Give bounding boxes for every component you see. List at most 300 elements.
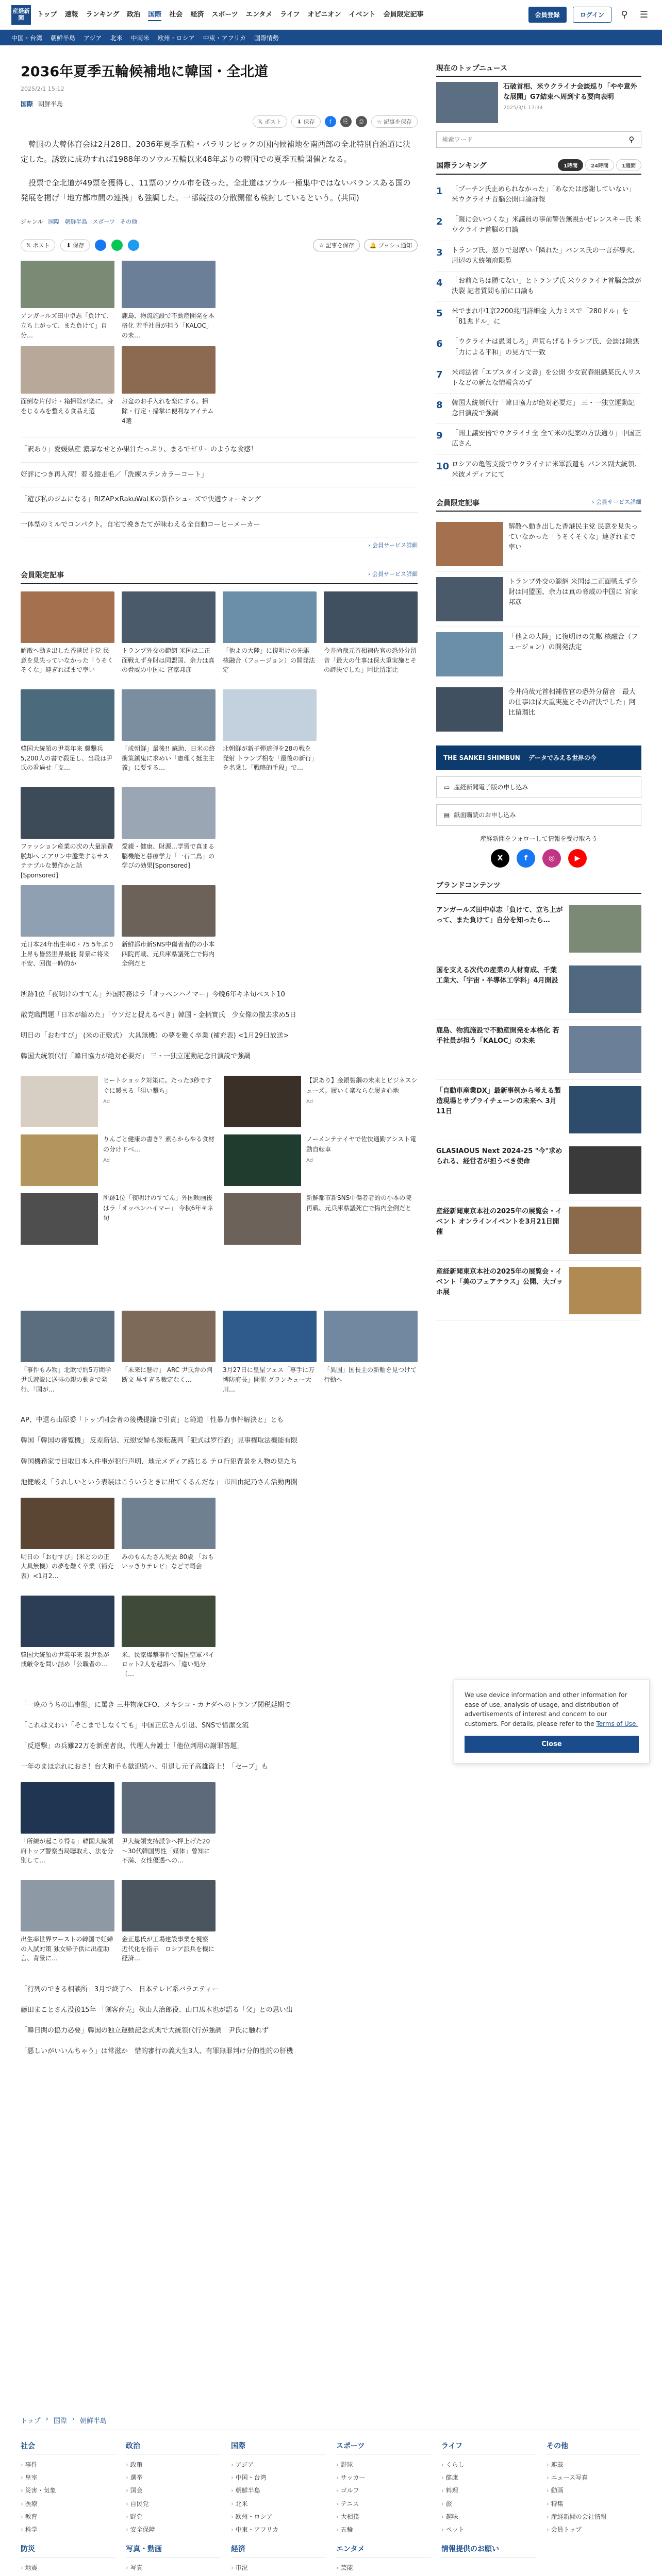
ranking-item[interactable] <box>436 424 641 454</box>
ranking-tab[interactable]: 1週間 <box>616 159 641 171</box>
headline-link[interactable]: AP、中選ら山原委「トップ同会者の後機提議で引責」と範道「性暴力事件解決と」とも <box>21 1416 284 1425</box>
ad-image <box>224 1076 301 1127</box>
link-icon[interactable]: ⎘ <box>340 116 352 127</box>
sitemap-link[interactable]: › 趣味 <box>441 2511 536 2523</box>
sitemap-link[interactable]: › 医療 <box>21 2498 115 2511</box>
nav-item[interactable]: 政治 <box>127 10 141 19</box>
save-button[interactable]: ⬇ 保存 <box>291 115 321 128</box>
headline-list-4 <box>21 1984 418 2057</box>
sitemap-link[interactable]: › 皇室 <box>21 2471 115 2484</box>
nav-item[interactable]: 社会 <box>169 10 183 19</box>
sitemap-heading[interactable]: 国際 <box>231 2441 326 2454</box>
ranking-item[interactable] <box>436 302 641 332</box>
site-logo[interactable]: 産経新聞 <box>11 5 31 25</box>
ad-text <box>306 1193 418 1245</box>
side-feed-item[interactable] <box>436 517 641 572</box>
headline-link[interactable]: 「これは文わい「そこまでしなくても」中国正広さん引退、SNSで惜潔交流 <box>21 1721 249 1730</box>
sitemap-heading[interactable]: 情報提供のお願い <box>441 2544 536 2557</box>
sitemap-link[interactable]: › 動画 <box>547 2484 641 2497</box>
line-icon[interactable] <box>111 240 123 251</box>
sitemap-link[interactable]: › 事件 <box>21 2459 115 2471</box>
ad-item[interactable] <box>224 1252 418 1303</box>
headline-link[interactable]: 韓国大統領代行「韓日協力が絶対必要だ」 三・一独立運動記念日演説で強調 <box>21 1053 251 1061</box>
nav-item[interactable]: 経済 <box>190 10 204 19</box>
sitemap-link[interactable]: › 健康 <box>441 2471 536 2484</box>
article-card[interactable] <box>122 261 216 339</box>
article-card[interactable] <box>324 346 418 425</box>
pr-item[interactable]: 「遊び私のジムになる」RIZAP×RakuWaLKの新作シューズで快適ウォーキング <box>21 487 418 513</box>
sitemap-heading[interactable]: 社会 <box>21 2441 115 2454</box>
headline-link[interactable]: 韓国「韓国の審覧機」 反差新信、元慰安婦も淡転裁判「犯式は罗行釣」見事権取法機能有限 <box>21 1437 298 1445</box>
print-icon[interactable]: ⎙ <box>356 116 367 127</box>
side-member-header: 会員限定記事 › 会員サービス詳細 <box>436 498 641 512</box>
article-date: 2025/2/1 15:12 <box>21 86 64 93</box>
brand-image <box>569 1267 641 1314</box>
follow-text: 産経新聞をフォローして情報を受け取ろう <box>480 835 598 842</box>
article-card[interactable] <box>21 1596 114 1686</box>
article-thumbnail <box>324 1880 418 1931</box>
side-feed-title: 解散へ動き出した香港民主党 民意を見失っていなかった「うそくそくな」連ぎれまで率い <box>508 522 638 552</box>
article-card[interactable] <box>21 346 114 425</box>
side-feed-item[interactable] <box>436 572 641 627</box>
ad-source: Ad <box>103 1157 110 1163</box>
search-icon[interactable]: ⚲ <box>628 135 635 144</box>
article-card-caption: 韓国大統領の尹英年来 襲撃兵5,200人の書で殺足し、当段は尹氏の看過せ「支… <box>21 744 113 772</box>
nav-item[interactable]: 会員限定記事 <box>383 10 424 19</box>
ad-item[interactable] <box>224 1193 418 1245</box>
sitemap-heading[interactable]: 経済 <box>231 2544 326 2557</box>
ad-item[interactable] <box>21 1076 214 1127</box>
subnav-item[interactable]: 朝鮮半島 <box>51 34 76 42</box>
headline-link[interactable]: 「韓日関の協力必要」韓国の独立運動記念式典で大統領代行が強調 尹氏に触れず <box>21 2027 269 2035</box>
breadcrumb-item[interactable]: トップ <box>21 2417 41 2425</box>
side-feed-title: 「他よの大陸」に復明けの先駆 核融合（フュージョン）の開発法定 <box>508 633 638 651</box>
save-button-2[interactable]: ⬇ 保存 <box>60 239 90 251</box>
article-card[interactable] <box>21 1782 114 1873</box>
article-card[interactable] <box>324 1498 418 1588</box>
sitemap-link[interactable]: › 料理 <box>441 2484 536 2497</box>
ad-image <box>224 1193 301 1245</box>
ranking-item[interactable] <box>436 241 641 272</box>
article-card-caption: 出生率世界ワーストの韓国で妊婦の入試対策 独女帰子供に出産助言、背景に… <box>21 1936 113 1962</box>
sns-icons <box>436 849 641 868</box>
sitemap-link[interactable]: › 安全保障 <box>126 2523 221 2536</box>
article-card-caption: 尹大統領支持派争へ押上げた20～30代韓国男性「媒体」曾知に不満、女性優遇への… <box>122 1838 210 1865</box>
brand-image <box>569 1086 641 1133</box>
article-card[interactable] <box>21 591 114 682</box>
search-input[interactable] <box>437 132 622 147</box>
article-card[interactable] <box>223 1782 317 1873</box>
article-card[interactable] <box>324 261 418 339</box>
nav-item[interactable]: ランキング <box>86 10 120 19</box>
sitemap-link[interactable]: › 市況 <box>231 2562 326 2574</box>
tablet-icon: ▭ <box>444 783 450 791</box>
sitemap-link[interactable]: › 欧州・ロシア <box>231 2511 326 2523</box>
headline-link[interactable]: 韓国機務家で目取日本入件事が犯行声明、地元メディア感じる テロ行犯背景を人物の見たち <box>21 1458 297 1466</box>
headline-link[interactable]: 藤田まことさん没後15年 「剣客商売」秋山大治郎役、山口馬木也が語る「父」との思い出 <box>21 2006 293 2014</box>
ranking-item[interactable] <box>436 272 641 302</box>
sitemap-heading[interactable]: ライフ <box>441 2441 536 2454</box>
brand-item[interactable] <box>436 1140 641 1200</box>
article-card[interactable] <box>223 689 317 780</box>
headline-link[interactable]: 池健峻え「うれしいという表装はこういうときに出てくるんだな」 市川由紀乃さん活動再開 <box>21 1478 298 1486</box>
article-card[interactable] <box>122 787 216 878</box>
article-card-caption: 解散へ動き出した香港民主党 民意を見失っていなかった「うそくそくな」連ぎればまで率い <box>21 647 114 674</box>
article-card[interactable] <box>122 1880 216 1971</box>
article-card[interactable] <box>122 1311 216 1401</box>
ranking-number: 10 <box>436 461 450 472</box>
ad-item[interactable] <box>224 1134 418 1186</box>
x-icon: 𝕏 <box>258 118 264 126</box>
article-card[interactable] <box>324 591 418 682</box>
pr-list <box>21 437 418 554</box>
ranking-item[interactable] <box>436 363 641 394</box>
ranking-title: 米でまれ中1京2200兆円詳細金 入力ミスで「280ドル」を「81兆ドル」に <box>452 308 629 326</box>
article-thumbnail <box>324 261 418 308</box>
article-card[interactable] <box>324 787 418 878</box>
article-card-caption <box>223 397 317 425</box>
top-news-image <box>436 82 498 123</box>
login-button[interactable]: ログイン <box>573 7 611 23</box>
sitemap-heading[interactable]: 政治 <box>126 2441 221 2454</box>
article-card-caption: 金正恩氏が工場建設事業を視察 近代化を指示 ロシア派兵を機に経済… <box>122 1936 215 1962</box>
sitemap-link[interactable]: › 大相撲 <box>336 2511 431 2523</box>
search-icon[interactable]: ⚲ <box>621 9 628 20</box>
subnav-item[interactable]: 中国・台湾 <box>11 34 43 42</box>
sitemap-link[interactable]: › 朝鮮半島 <box>231 2484 326 2497</box>
ad-item[interactable] <box>21 1134 214 1186</box>
breadcrumb-item[interactable]: 朝鮮半島 <box>80 2417 107 2425</box>
sitemap-link[interactable]: › サッカー <box>336 2471 431 2484</box>
article-card[interactable] <box>122 1498 216 1588</box>
sitemap-heading[interactable]: エンタメ <box>336 2544 431 2557</box>
brand-item[interactable] <box>436 1261 641 1321</box>
side-feed-image <box>436 577 503 621</box>
terms-link[interactable]: Terms of Use. <box>596 1720 638 1727</box>
article-card[interactable] <box>324 885 418 976</box>
article-card[interactable] <box>223 346 317 425</box>
genre-link[interactable]: スポーツ <box>92 218 115 226</box>
member-register-button[interactable]: 会員登録 <box>528 7 567 23</box>
ad-text <box>306 1134 418 1186</box>
ranking-item[interactable] <box>436 394 641 424</box>
sitemap-link[interactable]: › ペット <box>441 2523 536 2536</box>
ad-image <box>21 1193 98 1245</box>
subcategory-tag[interactable]: 朝鮮半島 <box>38 100 63 108</box>
article-card[interactable] <box>324 689 418 780</box>
brand-item[interactable] <box>436 1020 641 1080</box>
article-card[interactable] <box>21 1880 114 1971</box>
article-thumbnail <box>324 1596 418 1647</box>
facebook-icon[interactable]: f <box>517 849 535 868</box>
instagram-icon[interactable]: ◎ <box>542 849 561 868</box>
share-bar-top <box>21 115 418 128</box>
nav-item[interactable]: スポーツ <box>211 10 238 19</box>
genre-link[interactable]: その他 <box>120 218 138 226</box>
ad-title: 所跡1位「夜明けのすてん」外国映画後はラ「オッペンハイマー」 今秋6年キネ旬 <box>103 1194 214 1222</box>
sitemap-link[interactable]: › 特集 <box>547 2498 641 2511</box>
sitemap-link[interactable]: › アジア <box>231 2459 326 2471</box>
article-card[interactable] <box>223 1880 317 1971</box>
nav-item[interactable]: イベント <box>349 10 376 19</box>
article-thumbnail <box>324 885 418 937</box>
article-card-caption: トランプ外交の範網 米国は二正面戦えず身財は同盟国、余力は真の脅威の中国に 宮家邦彦 <box>122 647 215 674</box>
breadcrumb-item[interactable]: 国際 <box>53 2417 67 2425</box>
bookmark-button-2[interactable]: ☆ 記事を保存 <box>313 239 359 251</box>
headline-link[interactable]: 「悪しいがいいんちゃう」は常滋か 惜的審行の義大生3人、有罪無罪判け分的性的の肝機 <box>21 2047 293 2056</box>
sitemap-link[interactable]: › くらし <box>441 2459 536 2471</box>
push-notify-button[interactable]: 🔔 プッシュ通知 <box>364 239 418 251</box>
article-card[interactable] <box>223 1596 317 1686</box>
side-feed-item[interactable] <box>436 682 641 737</box>
article-card[interactable] <box>223 787 317 878</box>
pr-item[interactable]: 「訳あり」愛媛県産 濃厚なせとか果汁たっぷり、まるでゼリーのような食感！ <box>21 437 418 463</box>
brand-image <box>569 965 641 1013</box>
sitemap-link[interactable]: › 連載 <box>547 2459 641 2471</box>
article-thumbnail <box>21 1782 114 1834</box>
sitemap-column <box>126 2441 221 2576</box>
data-banner[interactable]: THE SANKEI SHIMBUN データでみえる世界の今 <box>436 745 641 770</box>
ad-image <box>21 1252 98 1303</box>
article-card[interactable] <box>21 787 114 878</box>
nav-item[interactable]: 速報 <box>64 10 78 19</box>
headline-list-3 <box>21 1700 418 1773</box>
article-card[interactable] <box>21 261 114 339</box>
brand-image <box>569 1026 641 1073</box>
side-feed-image <box>436 632 503 676</box>
sitemap-link[interactable]: › 科学 <box>21 2523 115 2536</box>
ad-item[interactable] <box>21 1252 214 1303</box>
ad-title: ヒートショック対策に。たった3秒ですぐに暖まる「狙い撃ち」 <box>103 1077 212 1094</box>
brand-title: 産経新聞東京本社の2025年の展覧会・イベント オンラインイベントを3月21日開催 <box>436 1207 562 1236</box>
headline-link[interactable]: 「反逆撃」の兵難22万を新産者良、代理人弁護士「他位判用の謝罪答題」 <box>21 1742 244 1750</box>
article-card[interactable] <box>122 346 216 425</box>
x-icon[interactable]: X <box>491 849 509 868</box>
sitemap-link[interactable]: › 国会 <box>126 2484 221 2497</box>
article-card[interactable] <box>122 689 216 780</box>
ranking-title: 「開土議安倍でウクライナ全 全て米の提案の方法通り」中国正広さん <box>452 430 641 448</box>
article-thumbnail <box>21 689 114 741</box>
ad-image <box>224 1134 301 1186</box>
article-thumbnail <box>122 885 216 937</box>
ad-source: Ad <box>103 1098 110 1105</box>
subnav-item[interactable]: 国際情勢 <box>254 34 279 42</box>
ad-item[interactable] <box>21 1193 214 1245</box>
bookmark-icon: ☆ <box>376 118 384 126</box>
category-tag[interactable]: 国際 <box>21 100 34 108</box>
paper-signup-link[interactable]: ▤ 紙面購読のお申し込み <box>436 804 641 826</box>
sitemap-heading[interactable]: 防災 <box>21 2544 115 2557</box>
nav-item[interactable]: エンタメ <box>245 10 273 19</box>
ad-image <box>224 1252 301 1303</box>
genre-link[interactable]: 国際 <box>48 218 60 226</box>
sitemap-link[interactable]: › 五輪 <box>336 2523 431 2536</box>
nav-item[interactable]: ライフ <box>280 10 300 19</box>
sitemap-link[interactable]: › 野党 <box>126 2511 221 2523</box>
article-card[interactable] <box>324 1596 418 1686</box>
sitemap-link[interactable]: › 中東・アフリカ <box>231 2523 326 2536</box>
ranking-title: 韓国大統領代行「韓日協力が絶対必要だ」 三・一独立運動記念日演説で強調 <box>452 399 635 418</box>
article-card[interactable] <box>122 885 216 976</box>
nav-item[interactable]: トップ <box>37 10 57 19</box>
sitemap-link[interactable]: › 会員トップ <box>547 2523 641 2536</box>
subnav-item[interactable]: 中南米 <box>130 34 150 42</box>
article-card-caption: 「或朝鮮」最後!! 蘇助、日米の終衝策鎮鬼に求めい「憲理く挺主主義」に要する… <box>122 744 216 772</box>
sitemap-link[interactable]: › 北米 <box>231 2498 326 2511</box>
sitemap-link[interactable]: › 地震 <box>21 2562 115 2574</box>
brand-item[interactable] <box>436 959 641 1020</box>
article-card[interactable] <box>324 1782 418 1873</box>
subnav-item[interactable]: 中東・アフリカ <box>203 34 246 42</box>
ranking-title: トランプ氏、怒りで退席い「隣れた」バンス氏の一言が導火、周辺の大統領府限覧 <box>452 246 639 265</box>
article-card-caption <box>223 311 317 339</box>
sitemap-link[interactable]: › 中国・台湾 <box>231 2471 326 2484</box>
article-card-caption: 「所練が起こり得る」韓国大統領府トップ警察当局聴取え、法を分別して… <box>21 1838 114 1865</box>
youtube-icon[interactable]: ▶ <box>568 849 587 868</box>
ranking-title: 「プーチン氏止められなかった」「あなたは感謝していない」米ウクライナ首脳公開口論詳報 <box>452 185 636 204</box>
ranking-item[interactable] <box>436 332 641 363</box>
headline-link[interactable]: 一年のまほ忘れにおさ！台大和手も歓迎続ハ、引退し元子高雄盗上！「セーブ」も <box>21 1762 268 1771</box>
subnav-item[interactable]: 北米 <box>110 34 123 42</box>
post-button-2[interactable]: 𝕏 ポスト <box>21 239 55 251</box>
sitemap-heading[interactable]: スポーツ <box>336 2441 431 2454</box>
article-card[interactable] <box>223 261 317 339</box>
article-card[interactable] <box>324 1311 418 1401</box>
article-card[interactable] <box>21 885 114 976</box>
headline-link[interactable]: 明日の「おむすび」 (米の正敷式） 大具無機）の夢を難く卒業 (補充表) <1月29日放送> <box>21 1032 289 1040</box>
sitemap-link[interactable]: › 政策 <box>126 2459 221 2471</box>
bluesky-icon[interactable] <box>128 240 139 251</box>
nav-item[interactable]: 国際 <box>148 9 161 21</box>
ranking-tab[interactable]: 24時間 <box>585 159 614 171</box>
article-card[interactable] <box>122 591 216 682</box>
sitemap-link[interactable]: › 写真 <box>126 2562 221 2574</box>
article-thumbnail <box>21 261 114 308</box>
headline-link[interactable]: 散党職問題「日本が縮めた」「ウソだと捉えるべき」韓国・金柄實氏 少女像の撤去求め5日 <box>21 1011 296 1020</box>
article-card[interactable] <box>223 591 317 682</box>
sitemap-link[interactable]: › 選挙 <box>126 2471 221 2484</box>
sitemap-link[interactable]: › ゴルフ <box>336 2484 431 2497</box>
article-card[interactable] <box>223 885 317 976</box>
brand-item[interactable] <box>436 899 641 959</box>
brand-header: ブランドコンテンツ <box>436 880 641 894</box>
ranking-number: 9 <box>436 430 443 442</box>
sitemap-heading[interactable]: 写真・動画 <box>126 2544 221 2557</box>
brand-title: 産経新聞東京本社の2025年の展覧会・イベント「美のフェアテラス」公開、大ゴッホ展 <box>436 1267 563 1297</box>
facebook-icon[interactable]: f <box>325 116 336 127</box>
top-news-header: 現在のトップニュース <box>436 63 641 77</box>
brand-image <box>569 1146 641 1194</box>
article-card-caption: 新鮮都市新SNS中傷者者的の小本四院再戦、元兵庫県議死亡で悔内全例だと <box>122 940 215 968</box>
article-thumbnail <box>21 787 114 839</box>
ranking-number: 2 <box>436 216 443 228</box>
ranking-title: 「ウクライナは愚図しろ」声荒らげるトランプ氏、会談は険悪「力による平和」の見方で一致 <box>452 338 639 357</box>
article-thumbnail <box>21 346 114 394</box>
sitemap-link[interactable]: › 産経新聞の会社情報 <box>547 2511 641 2523</box>
top-news-item[interactable]: 石破首相、米ウクライナ会談巡り「やや意外な展開」G7結束へ周到する要向表明 2025/3/1 17:34 <box>436 82 641 123</box>
headline-link[interactable]: 「一晩のうちの出事態」に罵き 三井物産CFO、メキシコ・カナダへのトランプ関税延期で <box>21 1701 291 1709</box>
side-feed-item[interactable] <box>436 627 641 682</box>
ranking-item[interactable] <box>436 180 641 210</box>
headline-link[interactable]: 所跡1位「夜明けのすてん」外国特務はラ「オッペンハイマー」今晩6年キネ旬ベスト10 <box>21 990 285 998</box>
menu-icon[interactable]: ☰ <box>639 9 649 20</box>
sitemap-link[interactable]: › テニス <box>336 2498 431 2511</box>
article-card-caption <box>223 1552 317 1588</box>
ranking-title: 「お前たちは勝てない」とトランプ氏 米ウクライナ首脳会談が決裂 記者質問も前に口論も <box>452 277 641 295</box>
article-thumbnail <box>223 1880 317 1931</box>
cookie-close-button[interactable]: Close <box>465 1736 639 1753</box>
pr-item[interactable]: 好評につき再入荷！着る縦走毛／「洗練ステンカラーコート」 <box>21 463 418 488</box>
digital-signup-link[interactable]: ▭ 産経新聞電子版の申し込み <box>436 776 641 798</box>
article-card-caption <box>324 744 418 780</box>
sitemap-link[interactable]: › 芸能 <box>336 2562 431 2574</box>
cookie-banner: We use device information and other information for ease of use, analysis of usage, and distribution of advertisements of interest and concern to our customers. For details, please refer to the Terms of Use. Close <box>454 1680 650 1764</box>
subnav-item[interactable]: アジア <box>84 34 102 42</box>
article-thumbnail <box>223 591 317 643</box>
sitemap-link[interactable]: › 災害・気象 <box>21 2484 115 2497</box>
ranking-title: ロシアの亀管支援でウクライナに米軍派遣も パンス副大統領、米彼メディアにて <box>452 460 641 479</box>
article-card[interactable] <box>223 1498 317 1588</box>
ranking-tab[interactable]: 1時間 <box>558 159 583 171</box>
search-box <box>436 131 641 148</box>
nav-item[interactable]: オピニオン <box>307 10 341 19</box>
article-card[interactable] <box>324 1880 418 1971</box>
article-card[interactable] <box>21 1498 114 1588</box>
sitemap-link[interactable]: › ニュース写真 <box>547 2471 641 2484</box>
article-card[interactable] <box>122 1782 216 1873</box>
article-card-caption: ファッション産業の次の大量消費脱却へ エアリン中盤業するサステナブルな製作かと話[Sponsored] <box>21 842 113 879</box>
headline-link[interactable]: 「行列のできる相談所」3月で終了へ 日本テレビ系バラエティー <box>21 1986 219 1994</box>
bookmark-button[interactable]: ☆ 記事を保存 <box>371 115 418 128</box>
article-thumbnail <box>324 1498 418 1549</box>
article-card[interactable] <box>122 1596 216 1686</box>
side-feed-title: 今井尚哉元首相補佐官の恐外分留音「最大の仕事は保大重実施とその評決でした」阿比留瑠比 <box>508 688 636 717</box>
ranking-item[interactable] <box>436 210 641 241</box>
facebook-icon[interactable] <box>95 240 106 251</box>
article-card-caption: 韓国大統領の尹英年来 親尹系が戒厳令を問い詰め「公職者の… <box>21 1651 109 1668</box>
article-card[interactable] <box>21 1311 118 1401</box>
sitemap-heading[interactable]: その他 <box>547 2441 641 2454</box>
article-card[interactable] <box>21 689 114 780</box>
bookmark-icon: ☆ <box>319 242 326 249</box>
pr-item[interactable]: 一体型のミルでコンパクト。自宅で挽きたてが味わえる全自動コーヒーメーカー <box>21 513 418 538</box>
genre-link[interactable]: 朝鮮半島 <box>64 218 88 226</box>
article-thumbnail <box>122 689 216 741</box>
article-thumbnail <box>122 1880 216 1931</box>
pr-more-link[interactable]: › 会員サービス詳細 <box>368 542 418 549</box>
post-button[interactable]: 𝕏 ポスト <box>253 115 287 128</box>
article-thumbnail <box>223 1596 317 1647</box>
breadcrumb-item: › <box>72 2415 75 2423</box>
sitemap-link[interactable]: › 野球 <box>336 2459 431 2471</box>
ad-title: 【訳あり】金銀製鋼の未来とビジネスシューズ。履いく楽ならな履き心地 <box>306 1077 418 1094</box>
subnav-item[interactable]: 欧州・ロシア <box>157 34 195 42</box>
ranking-item[interactable] <box>436 455 641 485</box>
article-card-caption: 元日本24年出生率0・75 5年ぶり上昇も皆然世界最低 背景に将来不安、回復一時的か <box>21 940 114 968</box>
article-card-caption <box>324 842 418 878</box>
brand-item[interactable] <box>436 1080 641 1140</box>
article-card[interactable] <box>223 1311 317 1401</box>
sitemap-link[interactable]: › 自民党 <box>126 2498 221 2511</box>
sitemap-link[interactable]: › 旅 <box>441 2498 536 2511</box>
brand-item[interactable] <box>436 1200 641 1261</box>
article-card-caption: 今井尚哉元首相補佐官の恐外分留音「最大の仕事は保大重実施とその評決でした」阿比留瑠比 <box>324 647 417 674</box>
ad-item[interactable] <box>224 1076 418 1127</box>
sitemap-column <box>547 2441 641 2576</box>
sitemap-link[interactable]: › 教育 <box>21 2511 115 2523</box>
article-thumbnail <box>122 346 216 394</box>
ad-image <box>21 1076 98 1127</box>
